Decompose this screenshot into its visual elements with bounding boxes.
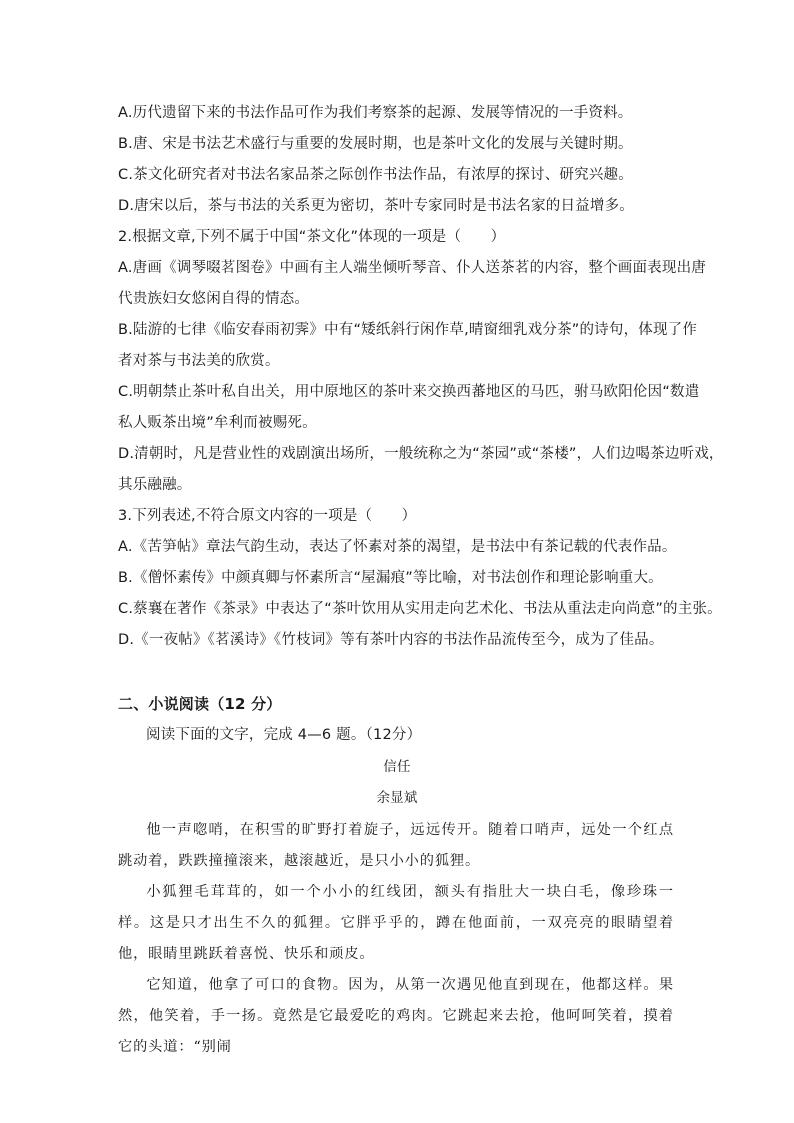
story-author: 余显斌 xyxy=(376,790,418,806)
q2-option-b: B.陆游的七律《临安春雨初霁》中有“矮纸斜行闲作草,晴窗细乳戏分茶”的诗句，体现了作 xyxy=(118,322,698,338)
q3-option-c: C.蔡襄在著作《茶录》中表达了“茶叶饮用从实用走向艺术化、书法从重法走向尚意”的主张。 xyxy=(118,601,722,617)
q3-option-d: D.《一夜帖》《茗溪诗》《竹枝词》等有茶叶内容的书法作品流传至今，成为了佳品。 xyxy=(118,632,664,648)
q1-option-a: A.历代遗留下来的书法作品可作为我们考察茶的起源、发展等情况的一手资料。 xyxy=(118,105,633,121)
q2-option-a: A.唐画《调琴啜茗图卷》中画有主人端坐倾听琴音、仆人送茶茗的内容，整个画面表现出唐 xyxy=(118,260,706,276)
q2-option-a-cont: 代贵族妇女悠闲自得的情态。 xyxy=(118,291,310,307)
q2-option-c-cont: 私人贩茶出境”牟利而被赐死。 xyxy=(118,415,317,431)
q3-option-a: A.《苦笋帖》章法气韵生动，表达了怀素对茶的渴望，是书法中有茶记载的代表作品。 xyxy=(118,539,677,555)
q2-option-b-cont: 者对茶与书法美的欣赏。 xyxy=(118,353,280,369)
story-paragraph: 他一声唿哨，在积雪的旷野打着旋子，远远传开。随着口哨声，远处一个红点跳动着，跌跌撞撞滚来，越滚越近，是只小小的狐狸。 xyxy=(118,822,674,869)
section-heading: 二、小说阅读（12 分） xyxy=(118,695,282,713)
q2-option-c: C.明朝禁止茶叶私自出关，用中原地区的茶叶来交换西蕃地区的马匹，驸马欧阳伦因“数遣 xyxy=(118,384,700,400)
q1-option-d: D.唐宋以后，茶与书法的关系更为密切，茶叶专家同时是书法名家的日益增多。 xyxy=(118,198,634,214)
story-title: 信任 xyxy=(383,759,411,775)
q2-option-d-cont: 其乐融融。 xyxy=(118,477,192,493)
q2-stem: 2.根据文章,下列不属于中国“茶文化”体现的一项是（ ） xyxy=(118,229,506,245)
story-body xyxy=(118,815,674,1063)
story-paragraph: 小狐狸毛茸茸的，如一个小小的红线团，额头有指肚大一块白毛，像珍珠一样。这是只才出生不久的狐狸。它胖乎乎的，蹲在他面前，一双亮亮的眼睛望着他，眼睛里跳跃着喜悦、快乐和顽皮。 xyxy=(118,884,674,962)
q1-option-b: B.唐、宋是书法艺术盛行与重要的发展时期，也是茶叶文化的发展与关键时期。 xyxy=(118,136,633,152)
story-paragraph: 它知道，他拿了可口的食物。因为，从第一次遇见他直到现在，他都这样。果然，他笑着，手一扬。竟然是它最爱吃的鸡肉。它跳起来去抢，他呵呵笑着，摸着它的头道：“别闹 xyxy=(118,977,674,1055)
q3-stem: 3.下列表述,不符合原文内容的一项是（ ） xyxy=(118,508,417,524)
q3-option-b: B.《僧怀素传》中颜真卿与怀素所言“屋漏痕”等比喻，对书法创作和理论影响重大。 xyxy=(118,570,663,586)
q2-option-d: D.清朝时，凡是营业性的戏剧演出场所，一般统称之为“茶园”或“茶楼”，人们边喝茶边听戏， xyxy=(118,446,724,462)
section-instruction: 阅读下面的文字，完成 4—6 题。（12分） xyxy=(146,727,422,743)
q1-option-c: C.茶文化研究者对书法名家品茶之际创作书法作品，有浓厚的探讨、研究兴趣。 xyxy=(118,167,633,183)
